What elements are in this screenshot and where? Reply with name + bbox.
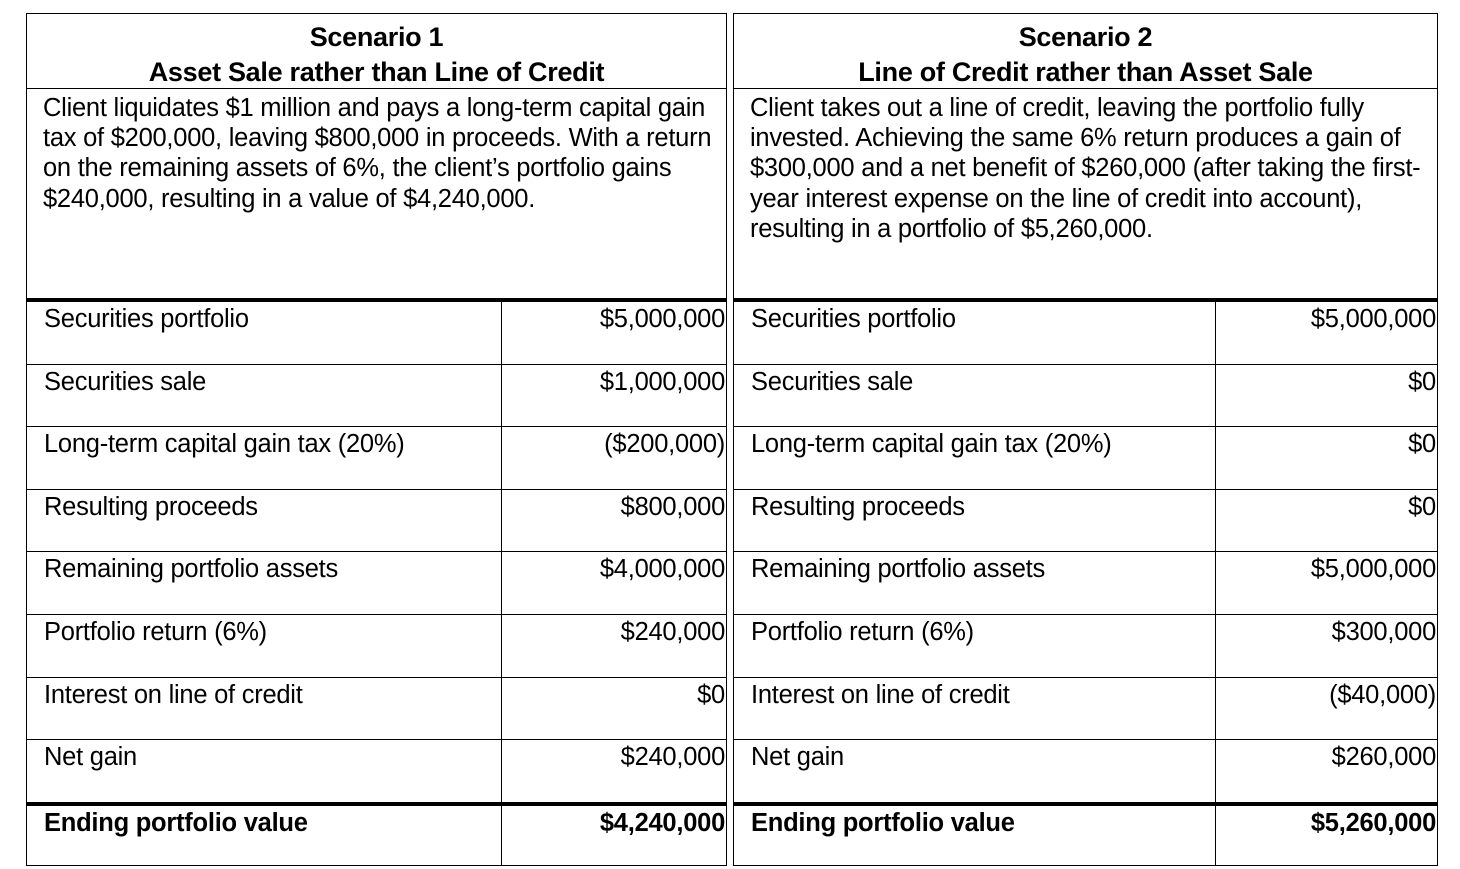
- scenario-2-title-line1: Scenario 2: [1018, 22, 1153, 52]
- row-label: Interest on line of credit: [27, 678, 502, 740]
- row-label: Long-term capital gain tax (20%): [734, 427, 1216, 489]
- table-row: [27, 302, 726, 365]
- scenario-1-panel: [26, 13, 727, 866]
- row-value: $5,000,000: [599, 305, 725, 333]
- table-row: [734, 552, 1437, 615]
- row-value: ($200,000): [604, 430, 725, 459]
- row-value: $1,000,000: [599, 367, 725, 396]
- table-row: [734, 490, 1437, 553]
- table-row: [27, 678, 726, 741]
- table-row-total: [27, 803, 726, 866]
- scenario-1-header-block: [26, 13, 727, 298]
- row-label: Net gain: [27, 740, 502, 802]
- table-row: [734, 740, 1437, 803]
- row-label: Securities portfolio: [27, 302, 502, 364]
- scenario-2-title-line2: Line of Credit rather than Asset Sale: [858, 57, 1313, 88]
- row-value: $4,000,000: [599, 555, 725, 584]
- row-label: Securities portfolio: [734, 302, 1216, 364]
- scenario-2-header-block: [733, 13, 1438, 298]
- row-value: $0: [1408, 367, 1436, 396]
- scenario-1-title-line2: Asset Sale rather than Line of Credit: [148, 57, 605, 88]
- table-row: [27, 552, 726, 615]
- row-label: Interest on line of credit: [734, 678, 1216, 740]
- row-label: Ending portfolio value: [734, 806, 1216, 866]
- table-row: [734, 365, 1437, 428]
- row-value: $300,000: [1331, 617, 1436, 646]
- scenario-2-table: [733, 298, 1438, 866]
- table-row: [27, 427, 726, 490]
- table-row: [734, 302, 1437, 365]
- row-value: $800,000: [620, 492, 725, 521]
- table-row: [27, 490, 726, 553]
- scenario-1-title: [27, 14, 726, 89]
- row-label: Long-term capital gain tax (20%): [27, 427, 502, 489]
- row-value: $260,000: [1331, 743, 1436, 772]
- row-label: Securities sale: [27, 365, 502, 427]
- row-value: $5,260,000: [1310, 808, 1436, 837]
- table-row: [27, 615, 726, 678]
- row-value: $5,000,000: [1310, 305, 1436, 333]
- table-row: [27, 365, 726, 428]
- row-label: Securities sale: [734, 365, 1216, 427]
- scenario-1-table: [26, 298, 727, 866]
- row-label: Resulting proceeds: [27, 490, 502, 552]
- row-value: $5,000,000: [1310, 555, 1436, 584]
- row-value: $0: [1408, 492, 1436, 521]
- row-label: Portfolio return (6%): [27, 615, 502, 677]
- scenario-2-description: Client takes out a line of credit, leaving the portfolio fully invested. Achieving the same 6% return produces a gain of $300,000 and a net benefit of $260,000 (after taking the first-year interest expense on the line of credit into account), resulting in a portfolio of $5,260,000.: [750, 94, 1421, 243]
- table-row: [734, 678, 1437, 741]
- scenario-2-title: [734, 14, 1437, 89]
- row-value: $240,000: [620, 617, 725, 646]
- row-value: $4,240,000: [599, 808, 725, 837]
- scenario-1-description: Client liquidates $1 million and pays a long-term capital gain tax of $200,000, leaving $800,000 in proceeds. With a return on the remaining assets of 6%, the client’s portfolio gains $240,000, resulting in a value of $4,240,000.: [43, 94, 712, 213]
- table-row-total: [734, 803, 1437, 866]
- table-row: [734, 427, 1437, 490]
- row-label: Portfolio return (6%): [734, 615, 1216, 677]
- row-value: ($40,000): [1329, 680, 1436, 709]
- row-value: $0: [697, 680, 725, 709]
- row-label: Remaining portfolio assets: [734, 552, 1216, 614]
- row-label: Ending portfolio value: [27, 806, 502, 866]
- row-value: $0: [1408, 430, 1436, 459]
- scenario-2-panel: [733, 13, 1438, 866]
- scenario-comparison: [26, 13, 1438, 866]
- row-value: $240,000: [620, 743, 725, 772]
- table-row: [734, 615, 1437, 678]
- row-label: Remaining portfolio assets: [27, 552, 502, 614]
- row-label: Net gain: [734, 740, 1216, 802]
- row-label: Resulting proceeds: [734, 490, 1216, 552]
- table-row: [27, 740, 726, 803]
- scenario-1-title-line1: Scenario 1: [309, 22, 444, 52]
